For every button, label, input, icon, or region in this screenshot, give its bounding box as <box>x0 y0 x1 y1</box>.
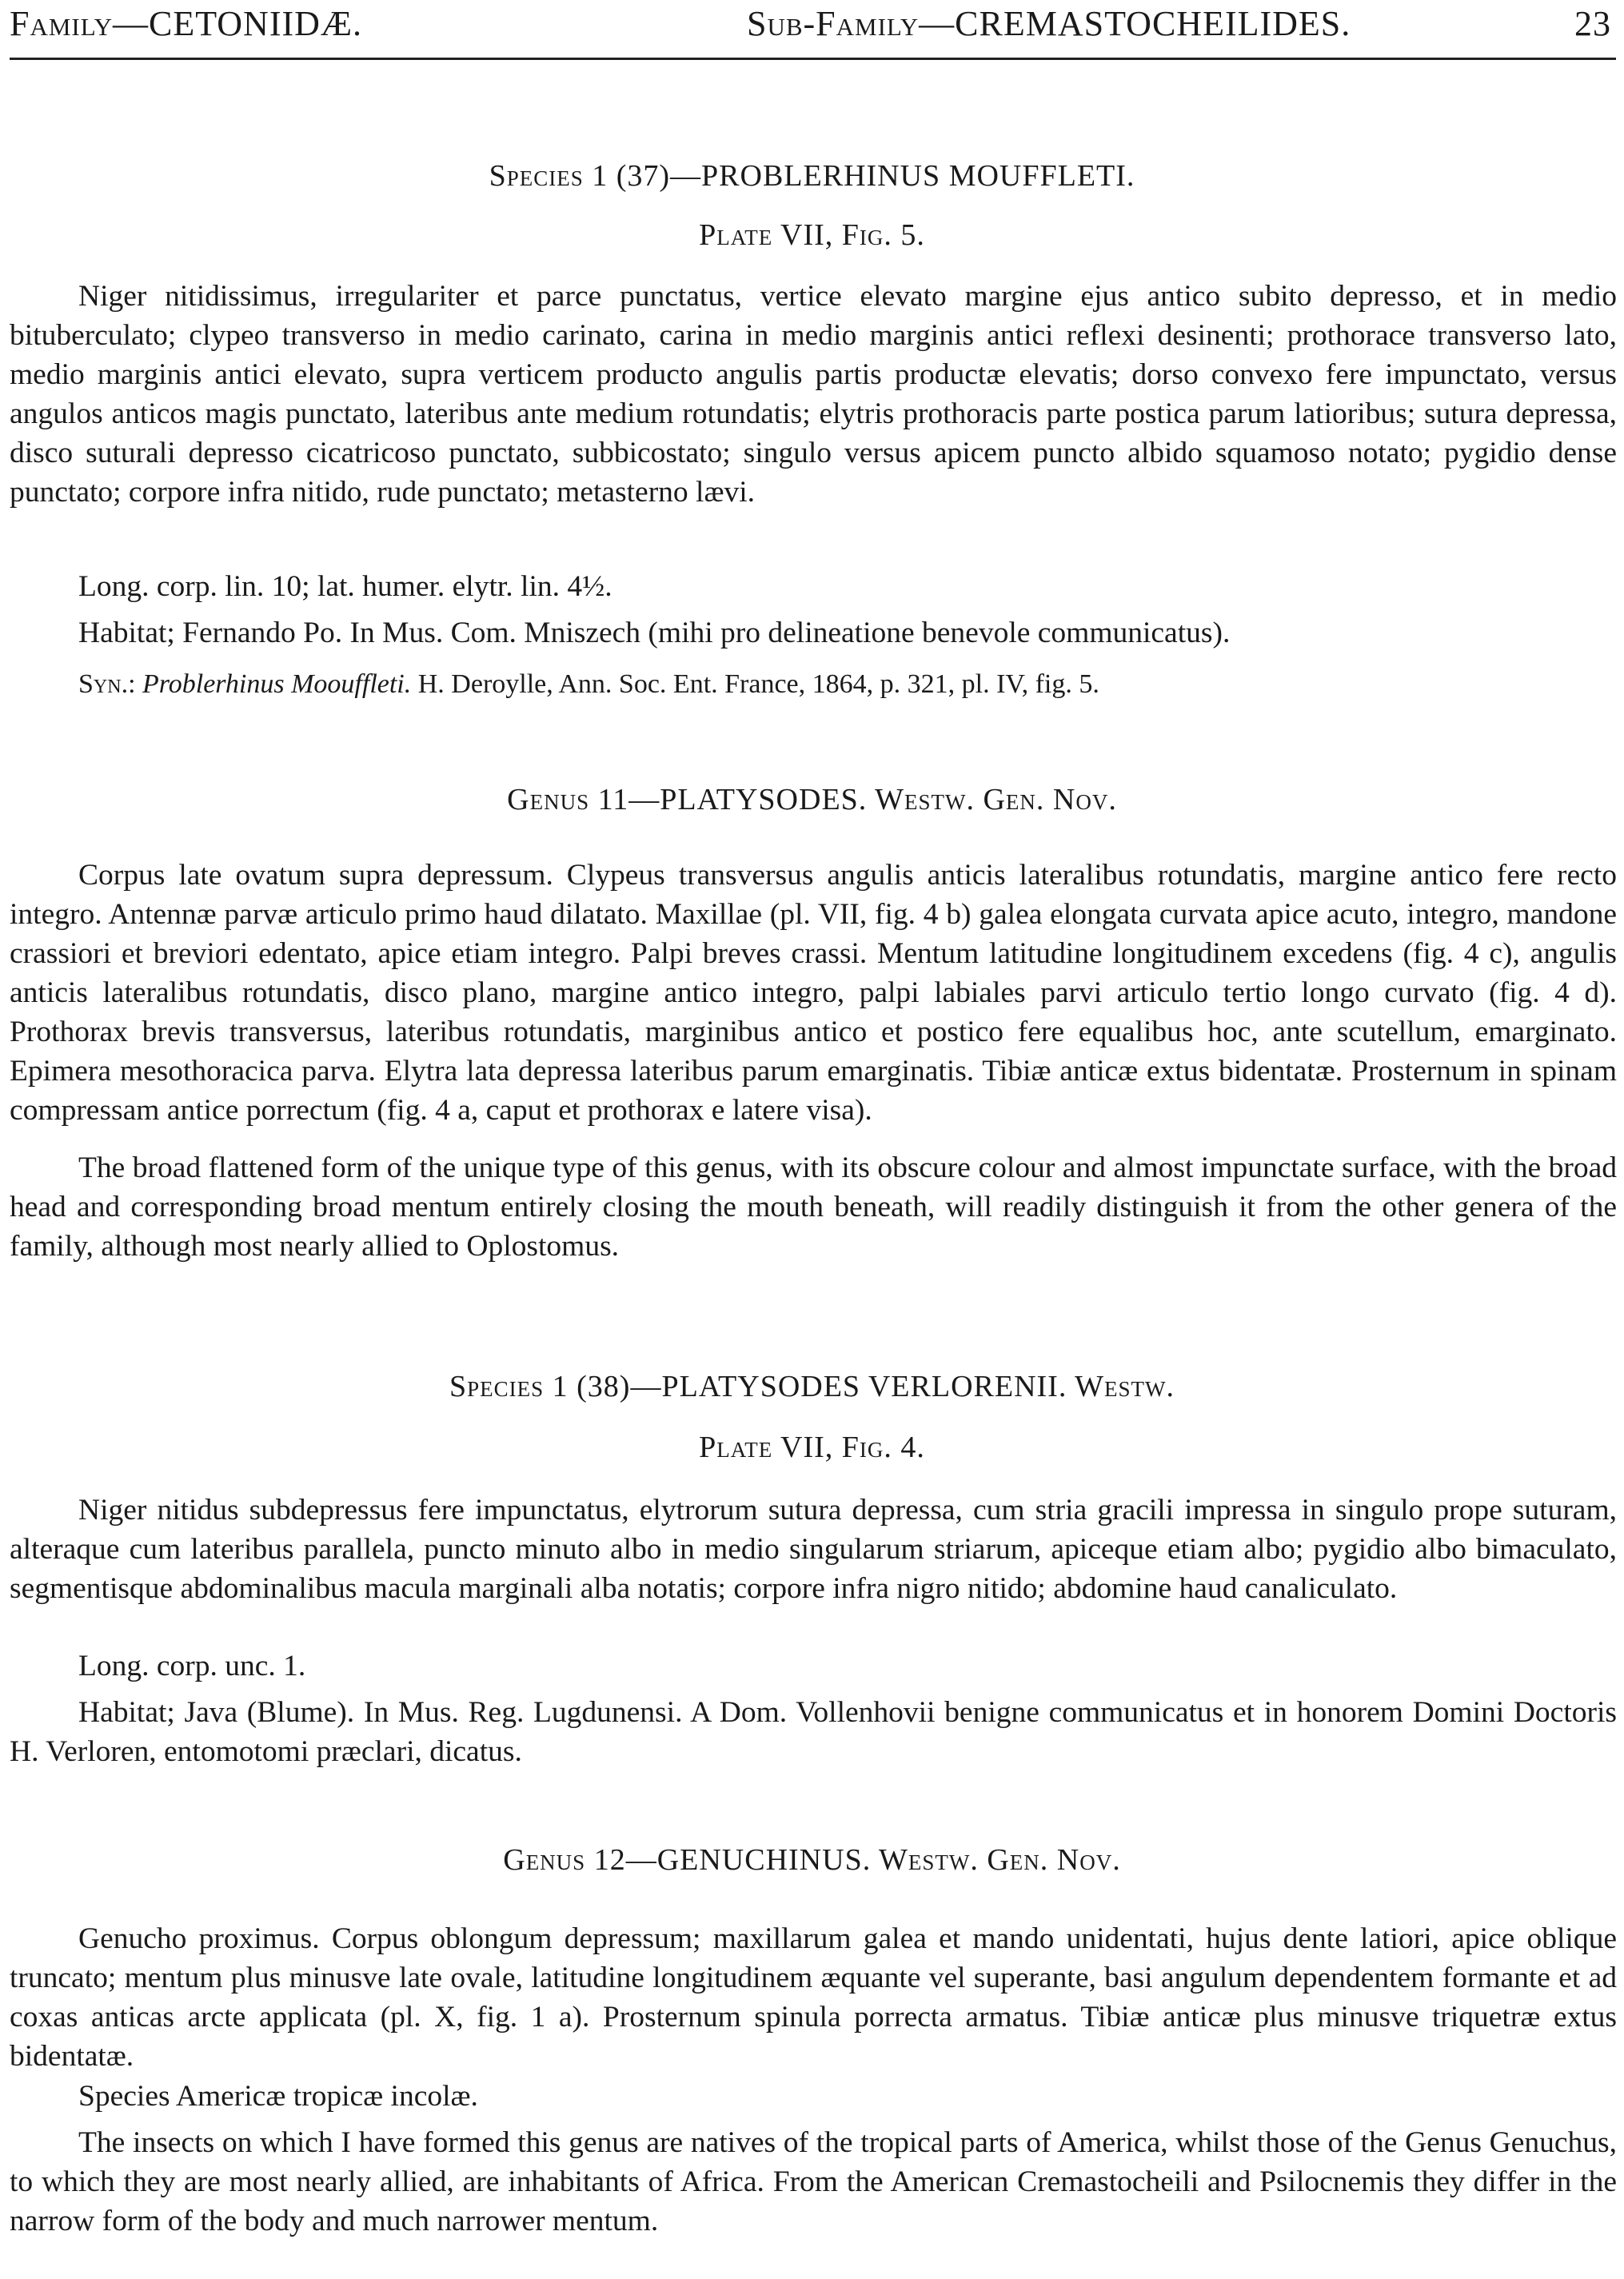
plate-reference: Plate VII, Fig. 4. <box>699 1431 925 1464</box>
genus-description: Corpus late ovatum supra depressum. Clypeus transversus angulis anticis lateralibus rotundatis, margine antico fere recto integro. Antennæ parvæ articulo primo haud dilatato. Maxillae (pl. VII, fig. 4 b) galea elongata curvata apice acuto, integro, mandone crassiori et breviori edentato, apice etiam integro. Palpi breves crassi. Mentum latitudine longitudinem excedens (fig. 4 c), angulis anticis lateralibus rotundatis, disco plano, margine antico integro, palpi labiales parvi articulo tertio longo curvato (fig. 4 d). Prothorax brevis transversus, lateribus rotundatis, marginibus antico et postico fere equalibus hoc, ante scutellum, emarginato. Epimera mesothoracica parva. Elytra lata depressa lateribus parum emarginatis. Tibiæ anticæ extus bidentatæ. Prosternum in spinam compressam antice porrectum (fig. 4 a, caput et prothorax e latere visa). <box>10 859 1617 1127</box>
species-length: Long. corp. lin. 10; lat. humer. elytr. lin. 4½. <box>78 570 612 603</box>
header-family: Family—CETONIIDÆ. <box>10 4 363 43</box>
genus-heading: Genus 11—PLATYSODES. Westw. Gen. Nov. <box>507 783 1117 816</box>
species-habitat: Habitat; Java (Blume). In Mus. Reg. Lugdunensi. A Dom. Vollenhovii benigne communicatus et in honorem Domini Doctoris H. Verloren, entomotomi præclari, dicatus. <box>10 1696 1617 1768</box>
header-subfamily: Sub-Family—CREMASTOCHEILIDES. <box>747 4 1351 43</box>
synonymy <box>78 669 1099 700</box>
synonymy-label: Syn.: <box>78 669 136 699</box>
synonymy-reference: H. Deroylle, Ann. Soc. Ent. France, 1864, p. 321, pl. IV, fig. 5. <box>417 669 1099 699</box>
page-number: 23 <box>1574 4 1611 43</box>
species-heading: Species 1 (38)—PLATYSODES VERLORENII. Westw. <box>449 1370 1175 1403</box>
genus-note: Species Americæ tropicæ incolæ. <box>78 2080 478 2113</box>
species-length: Long. corp. unc. 1. <box>78 1650 306 1682</box>
species-heading: Species 1 (37)—PROBLERHINUS MOUFFLETI. <box>489 159 1135 193</box>
genus-remark: The broad flattened form of the unique type of this genus, with its obscure colour and almost impunctate surface, with the broad head and corresponding broad mentum entirely closing the mouth beneath, will readily distinguish it from the other genera of the family, although most nearly allied to Oplostomus. <box>10 1151 1617 1263</box>
synonymy-name: Problerhinus Moouffleti. <box>142 669 412 699</box>
genus-heading: Genus 12—GENUCHINUS. Westw. Gen. Nov. <box>503 1843 1121 1877</box>
plate-reference: Plate VII, Fig. 5. <box>699 218 925 252</box>
genus-description: Genucho proximus. Corpus oblongum depressum; maxillarum galea et mando unidentati, hujus dente latiori, apice oblique truncato; mentum plus minusve late ovale, latitudine longitudinem æquante vel superante, basi angulum dependentem formante et ad coxas anticas arcte applicata (pl. X, fig. 1 a). Prosternum spinula porrecta armatus. Tibiæ anticæ plus minusve triquetræ extus bidentatæ. <box>10 1922 1617 2073</box>
species-description: Niger nitidissimus, irregulariter et parce punctatus, vertice elevato margine ejus antico subito depresso, et in medio bituberculato; clypeo transverso in medio carinato, carina in medio marginis antici reflexi desinenti; prothorace transverso lato, medio marginis antici elevato, supra verticem producto angulis partis productæ elevatis; dorso convexo fere impunctato, versus angulos anticos magis punctato, lateribus ante medium rotundatis; elytris prothoracis parte postica parum latioribus; sutura depressa, disco suturali depresso cicatricoso punctato, subbicostato; singulo versus apicem puncto albido squamoso notato; pygidio dense punctato; corpore infra nitido, rude punctato; metasterno lævi. <box>10 280 1617 509</box>
running-header <box>10 0 1616 60</box>
species-description: Niger nitidus subdepressus fere impunctatus, elytrorum sutura depressa, cum stria gracili impressa in singulo prope suturam, alteraque cum lateribus parallela, puncto minuto albo in medio singularum striarum, apiceque etiam albo; pygidio albo bimaculato, segmentisque abdominalibus macula marginali alba notatis; corpore infra nigro nitido; abdomine haud canaliculato. <box>10 1494 1617 1605</box>
genus-remark: The insects on which I have formed this genus are natives of the tropical parts of America, whilst those of the Genus Genuchus, to which they are most nearly allied, are inhabitants of Africa. From the American Cremastocheili and Psilocnemis they differ in the narrow form of the body and much narrower mentum. <box>10 2126 1617 2237</box>
species-habitat: Habitat; Fernando Po. In Mus. Com. Mniszech (mihi pro delineatione benevole communicatus). <box>78 617 1231 649</box>
